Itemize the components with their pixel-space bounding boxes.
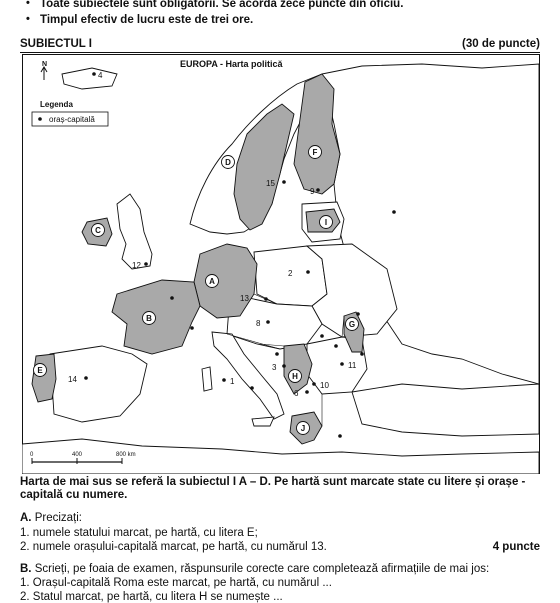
capital-dot (360, 352, 364, 356)
capital-number-3: 3 (272, 363, 277, 372)
part-a-heading (20, 512, 82, 524)
part-b-label: B. (20, 563, 32, 575)
capital-number-9: 9 (310, 187, 315, 196)
capital-dot (334, 344, 338, 348)
capital-number-11: 11 (348, 361, 357, 370)
capital-dot-8 (266, 320, 270, 324)
section-rule (20, 52, 540, 53)
europe-political-map (22, 54, 540, 474)
capital-dot-6 (305, 390, 309, 394)
state-letter-J: J (300, 424, 306, 433)
part-b-item-1: 1. Orașul-capitală Roma este marcat, pe hartă, cu numărul ... (20, 577, 332, 589)
island-outline (252, 417, 274, 426)
state-letter-G: G (348, 320, 356, 329)
capital-dot-11 (340, 362, 344, 366)
map-caption-2: capitală cu numere. (20, 489, 128, 501)
map-caption-1: Harta de mai sus se referă la subiectul I A – D. Pe hartă sunt marcate state cu litere și orașe - (20, 476, 526, 488)
state-letter-H: H (292, 372, 298, 381)
state-letter-E: E (37, 366, 43, 375)
capital-number-14: 14 (68, 375, 77, 384)
capital-dot (250, 386, 254, 390)
scale-800: 800 km (116, 452, 136, 458)
part-a-verb: Precizați: (34, 512, 82, 524)
state-letter-C: C (95, 226, 101, 235)
scale-0: 0 (30, 452, 34, 458)
capital-dot-1 (222, 378, 226, 382)
capital-number-8: 8 (256, 319, 261, 328)
instruction-1: Toate subiectele sunt obligatorii. Se acordă zece puncte din oficiu. (40, 0, 404, 10)
capital-dot-10 (312, 382, 316, 386)
bullet-dot: • (26, 0, 30, 9)
legend-title: Legenda (40, 100, 73, 109)
section-title: SUBIECTUL I (20, 38, 92, 50)
state-E-portugal (32, 354, 56, 402)
capital-number-4: 4 (98, 71, 103, 80)
capital-dot-9 (316, 188, 320, 192)
part-a-item-1: 1. numele statului marcat, pe hartă, cu litera E; (20, 527, 258, 539)
capital-dot-2 (306, 270, 310, 274)
state-letter-B: B (146, 314, 152, 323)
legend-item: oraș-capitală (49, 115, 95, 124)
capital-dot-3 (282, 364, 286, 368)
capital-dot-12 (144, 262, 148, 266)
capital-number-12: 12 (132, 261, 141, 270)
capital-dot (170, 296, 174, 300)
part-a-points: 4 puncte (492, 541, 540, 553)
capital-dot-14 (84, 376, 88, 380)
section-points: (30 de puncte) (462, 38, 540, 50)
capital-dot-15 (282, 180, 286, 184)
part-b-text: Scrieți, pe foaia de examen, răspunsurile corecte care completează afirmațiile de mai jos: (34, 563, 490, 575)
map-title: EUROPA - Harta politică (180, 59, 283, 69)
svg-text:N: N (42, 61, 48, 68)
capital-number-2: 2 (288, 269, 293, 278)
state-letter-A: A (209, 277, 215, 286)
part-a-label: A. (20, 512, 32, 524)
capital-number-6: 6 (294, 389, 299, 398)
legend-capital-icon (38, 117, 42, 121)
capital-number-13: 13 (240, 294, 249, 303)
island-outline (202, 367, 212, 391)
state-letter-F: F (312, 148, 318, 157)
part-b-item-2: 2. Statul marcat, pe hartă, cu litera H se numește ... (20, 591, 283, 603)
state-letter-I: I (324, 218, 328, 227)
part-b-heading (20, 563, 489, 575)
capital-number-15: 15 (266, 179, 275, 188)
capital-number-10: 10 (320, 381, 329, 390)
capital-dot (356, 312, 360, 316)
capital-dot-4 (92, 72, 96, 76)
capital-dot (392, 210, 396, 214)
capital-dot (190, 326, 194, 330)
state-letter-D: D (225, 158, 231, 167)
capital-dot-13 (264, 297, 268, 301)
capital-dot (338, 434, 342, 438)
capital-dot (275, 352, 279, 356)
capital-number-1: 1 (230, 377, 235, 386)
capital-dot (320, 334, 324, 338)
part-a-item-2: 2. numele orașului-capitală marcat, pe hartă, cu numărul 13. (20, 541, 327, 553)
scale-400: 400 (72, 452, 83, 458)
instruction-2: Timpul efectiv de lucru este de trei ore. (40, 14, 254, 26)
bullet-dot: • (26, 13, 30, 25)
